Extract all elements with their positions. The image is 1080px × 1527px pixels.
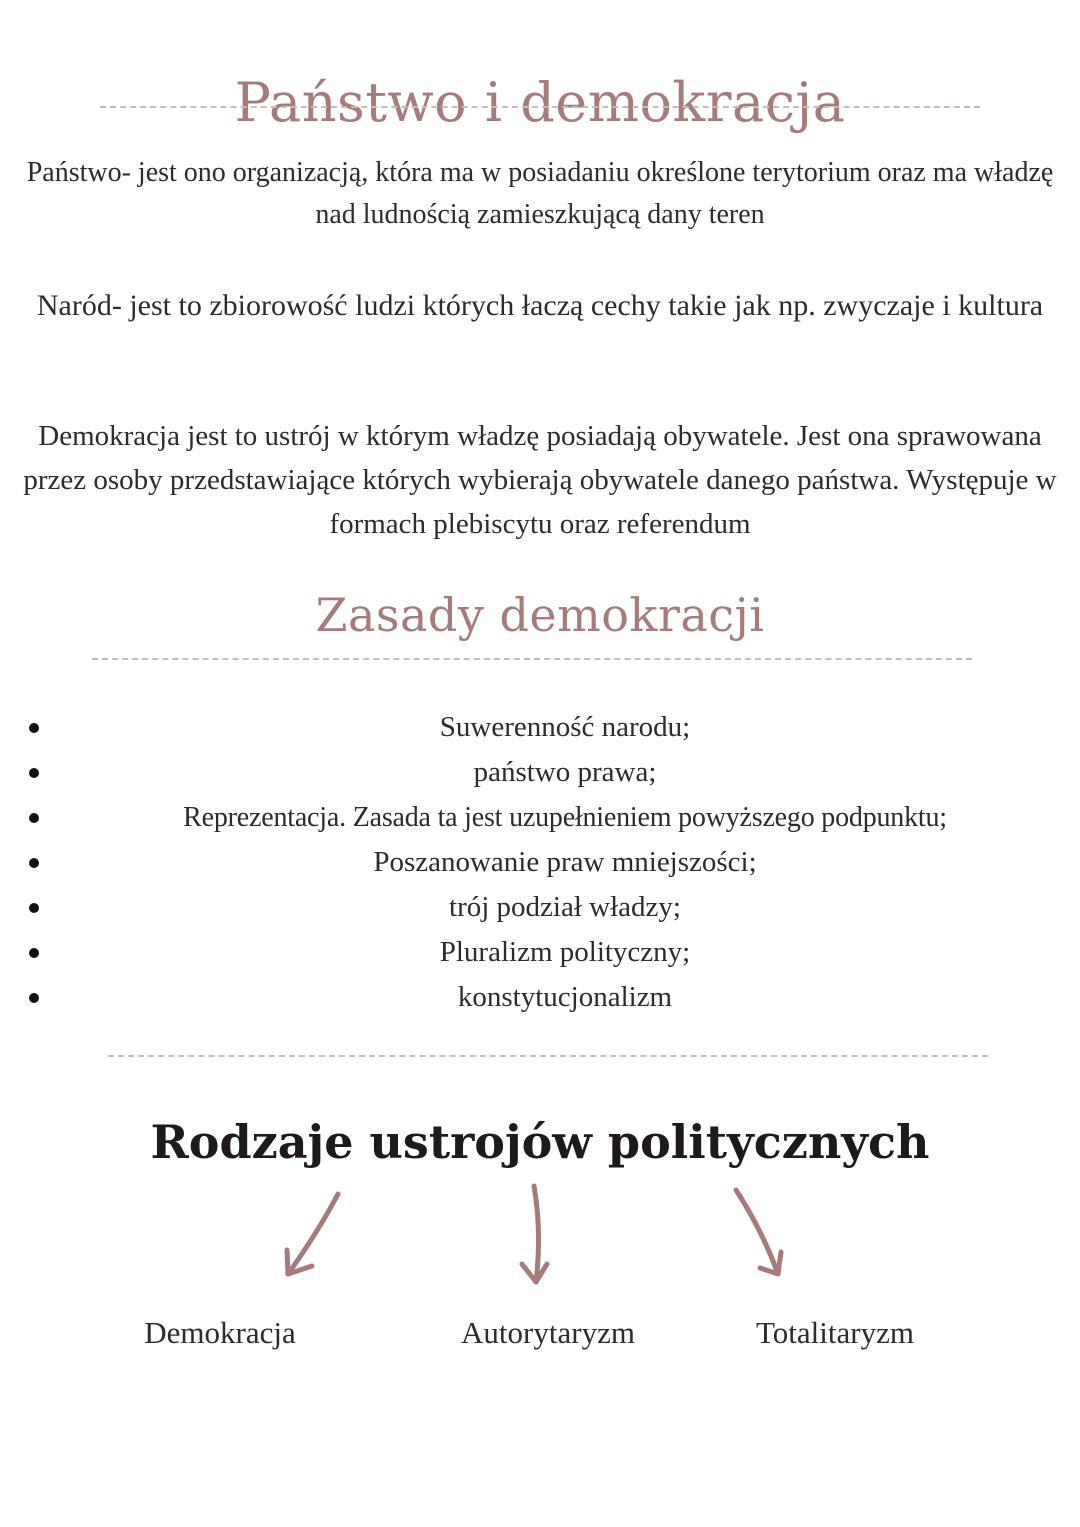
principles-divider xyxy=(92,658,972,660)
list-item xyxy=(20,750,1070,795)
principle-text: Suwerenność narodu; xyxy=(439,711,691,743)
definition-demokracja: Demokracja jest to ustrój w którym władzę posiadają obywatele. Jest ona sprawowana przez osoby przedstawiające których wybierają obywatele danego państwa. Występuje w formach plebiscytu oraz referendum xyxy=(23,420,1057,540)
section-divider xyxy=(108,1055,988,1057)
arrow-down-icon xyxy=(522,1186,547,1282)
definition-panstwo: Państwo- jest ono organizacją, która ma w posiadaniu określone terytorium oraz ma władzę nad ludnością zamieszkującą dany teren xyxy=(26,157,1054,230)
definition-narod: Naród- jest to zbiorowość ludzi których łaczą cechy takie jak np. zwyczaje i kultura xyxy=(36,289,1044,322)
system-totalitaryzm: Totalitaryzm xyxy=(756,1315,914,1350)
list-item xyxy=(20,705,1070,750)
bullet-icon xyxy=(29,948,39,958)
systems-title: Rodzaje ustrojów politycznych xyxy=(150,1115,930,1169)
list-item xyxy=(20,795,1070,840)
list-item xyxy=(20,885,1070,930)
arrow-down-right-icon xyxy=(736,1190,781,1274)
principle-text: trój podział władzy; xyxy=(449,891,681,923)
system-autorytaryzm: Autorytaryzm xyxy=(461,1315,635,1350)
title-divider xyxy=(100,106,980,108)
bullet-icon xyxy=(29,903,39,913)
principle-text: Poszanowanie praw mniejszości; xyxy=(373,846,757,878)
list-item xyxy=(20,975,1070,1020)
bullet-icon xyxy=(29,768,39,778)
principle-text: konstytucjonalizm xyxy=(457,981,673,1013)
list-item xyxy=(20,930,1070,975)
list-item xyxy=(20,840,1070,885)
principle-text: państwo prawa; xyxy=(473,756,657,788)
principle-text: Reprezentacja. Zasada ta jest uzupełnieniem powyższego podpunktu; xyxy=(183,802,947,833)
principles-title: Zasady demokracji xyxy=(315,588,765,642)
arrows-diagram xyxy=(0,1170,1080,1300)
system-demokracja: Demokracja xyxy=(144,1315,296,1350)
bullet-icon xyxy=(29,723,39,733)
bullet-icon xyxy=(29,993,39,1003)
bullet-icon xyxy=(29,813,39,823)
principle-text: Pluralizm polityczny; xyxy=(439,936,691,968)
page-title: Państwo i demokracja xyxy=(234,71,846,135)
principles-list xyxy=(20,705,1070,1020)
bullet-icon xyxy=(29,858,39,868)
arrow-down-left-icon xyxy=(287,1194,338,1274)
